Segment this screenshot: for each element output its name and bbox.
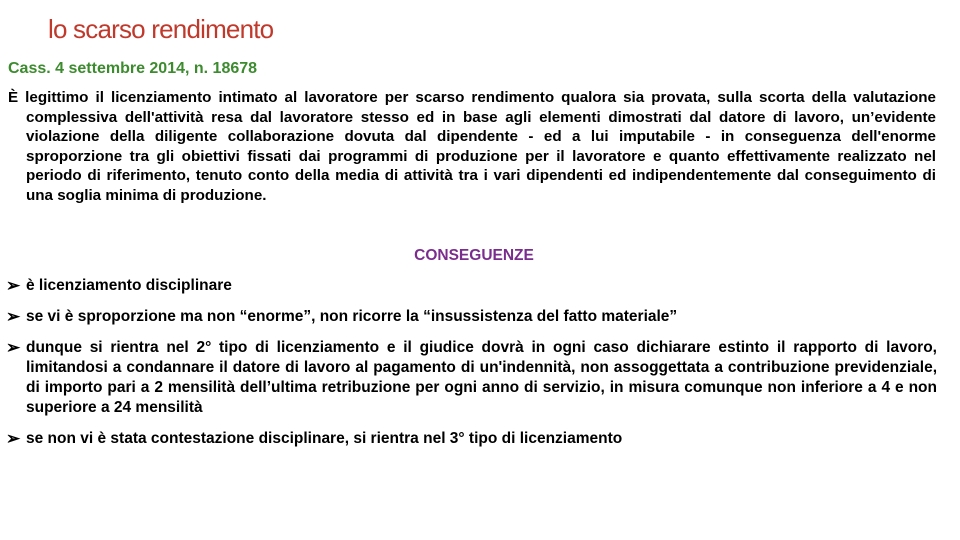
list-item [6, 307, 937, 327]
list-item-text: dunque si rientra nel 2° tipo di licenziamento e il giudice dovrà in ogni caso dichiarare estinto il rapporto di lavoro, limitandosi a condannare il datore di lavoro al pagamento di un'indennità, non assoggettata a contribuzione previdenziale, di importo pari a 2 mensilità dell’ultima retribuzione per ogni anno di servizio, in misura comunque non inferiore a 4 e non superiore a 24 mensilità [26, 339, 937, 416]
ruling-paragraph: È legittimo il licenziamento intimato al lavoratore per scarso rendimento qualora sia provata, sulla scorta della valutazione complessiva dell'attività resa dal lavoratore stesso ed in base agli elementi dimostrati dal datore di lavoro, un’evidente violazione della diligente collaborazione dovuta dal dipendente - ed a lui imputabile - in conseguenza dell'enorme sproporzione tra gli obiettivi fissati dai programmi di produzione per il lavoratore e quanto effettivamente realizzato nel periodo di riferimento, tenuto conto della media di attività tra i vari dipendenti ed indipendentemente dal conseguimento di una soglia minima di produzione. [8, 89, 936, 204]
list-item [6, 276, 937, 296]
list-item-text: se vi è sproporzione ma non “enorme”, non ricorre la “insussistenza del fatto materiale” [26, 308, 678, 325]
arrowhead-bullet-icon: ➢ [6, 338, 21, 357]
consequences-list [6, 276, 937, 460]
list-item [6, 338, 937, 418]
case-citation: Cass. 4 settembre 2014, n. 18678 [8, 60, 258, 77]
list-item [6, 429, 937, 449]
arrowhead-bullet-icon: ➢ [6, 276, 21, 295]
arrowhead-bullet-icon: ➢ [6, 307, 21, 326]
consequences-heading: CONSEGUENZE [414, 247, 534, 264]
list-item-text: è licenziamento disciplinare [26, 277, 232, 294]
slide-title: lo scarso rendimento [48, 14, 274, 44]
list-item-text: se non vi è stata contestazione disciplinare, si rientra nel 3° tipo di licenziamento [26, 430, 623, 447]
arrowhead-bullet-icon: ➢ [6, 429, 21, 448]
